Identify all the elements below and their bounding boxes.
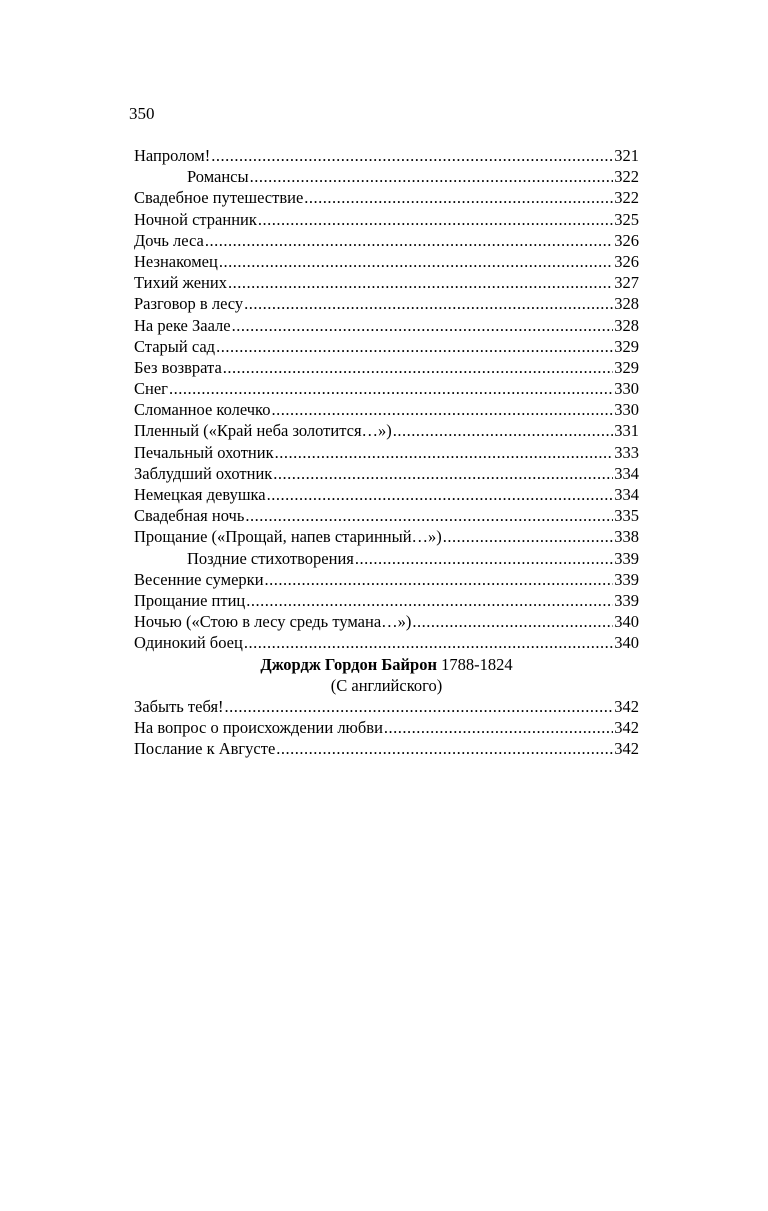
toc-entry: [134, 315, 639, 336]
toc-entry: [134, 251, 639, 272]
toc-entry-title: Ночной странник: [134, 209, 257, 229]
toc-entry: [134, 230, 639, 251]
toc-entry: [134, 484, 639, 505]
toc-entry-page: 342: [614, 696, 639, 716]
toc-dot-leader: [244, 632, 613, 653]
toc-entry-title: Старый сад: [134, 336, 216, 356]
toc-entry-title: Одинокий боец: [134, 633, 243, 653]
toc-entry-page: 321: [614, 146, 639, 165]
toc-dot-leader: [393, 420, 613, 441]
toc-entry-page: 331: [614, 421, 639, 441]
author-years: 1788-1824: [441, 654, 513, 674]
toc-entry-title: Сломанное колечко: [134, 400, 271, 420]
toc-entry-page: 330: [614, 400, 639, 420]
toc-entry-page: 322: [614, 188, 639, 208]
toc-dot-leader: [223, 357, 613, 378]
toc-entry-title: Напролом!: [134, 146, 211, 165]
toc-entry: [134, 463, 639, 484]
toc-dot-leader: [250, 166, 614, 187]
toc-entry: [134, 717, 639, 738]
toc-entry-title: Свадебное путешествие: [134, 188, 304, 208]
toc-dot-leader: [355, 548, 613, 569]
toc-section-heading: [134, 548, 639, 569]
toc-dot-leader: [245, 505, 613, 526]
toc-dot-leader: [225, 696, 614, 717]
toc-entry-page: 335: [614, 506, 639, 526]
toc-entry-title: Послание к Августе: [134, 739, 276, 759]
toc-entry: [134, 420, 639, 441]
toc-entry-title: Немецкая девушка: [134, 485, 266, 504]
toc-entry-page: 328: [614, 315, 639, 335]
toc-dot-leader: [228, 272, 613, 293]
toc-entry-page: 327: [614, 273, 639, 293]
toc-entry-page: 333: [614, 442, 639, 462]
toc-entry-title: Прощание птиц: [134, 590, 246, 610]
toc-entry-title: Свадебная ночь: [134, 506, 245, 526]
toc-dot-leader: [271, 399, 613, 420]
toc-dot-leader: [275, 442, 614, 463]
toc-entry: [134, 442, 639, 463]
toc-entry-page: 326: [614, 251, 639, 271]
toc-entry-title: Дочь леса: [134, 230, 204, 250]
toc-entry: [134, 209, 639, 230]
toc-entry-page: 328: [614, 294, 639, 314]
toc-entry-page: 334: [614, 463, 639, 483]
toc-entry-title: Прощание («Прощай, напев старинный…»): [134, 527, 442, 547]
toc-entry-page: 329: [614, 357, 639, 377]
toc-entry-title: На реке Заале: [134, 315, 231, 335]
toc-entry-title: Ночью («Стою в лесу средь тумана…»): [134, 612, 412, 632]
toc-entry-title: Разговор в лесу: [134, 294, 244, 314]
toc-entry: [134, 526, 639, 547]
toc-entry-page: 330: [614, 379, 639, 399]
toc-entry-page: 339: [614, 590, 639, 610]
toc-section-heading: [134, 166, 639, 187]
toc-entry-page: 339: [614, 569, 639, 589]
toc-entry: [134, 611, 639, 632]
toc-dot-leader: [244, 293, 613, 314]
toc-entry-page: 340: [614, 612, 639, 632]
toc-entry: [134, 569, 639, 590]
toc-entry-title: Поздние стихотворения: [187, 548, 354, 568]
toc-entry-title: Заблудший охотник: [134, 463, 273, 483]
toc-entry-page: 342: [614, 739, 639, 759]
toc-entry-page: 334: [614, 485, 639, 504]
toc-entry: [134, 272, 639, 293]
toc-entry-page: 326: [614, 230, 639, 250]
toc-dot-leader: [273, 463, 613, 484]
table-of-contents: [134, 145, 639, 759]
author-name: Джордж Гордон Байрон: [260, 654, 437, 674]
toc-entry: [134, 632, 639, 653]
toc-entry-page: 340: [614, 633, 639, 653]
toc-entry: [134, 590, 639, 611]
toc-entry-title: Пленный («Край неба золотится…»): [134, 421, 392, 441]
toc-entry-title: Незнакомец: [134, 251, 218, 271]
toc-entry-title: На вопрос о происхождении любви: [134, 718, 383, 738]
toc-dot-leader: [211, 145, 613, 166]
toc-entry-title: Забыть тебя!: [134, 696, 224, 716]
toc-entry-title: Весенние сумерки: [134, 569, 264, 589]
toc-entry-page: 325: [614, 209, 639, 229]
toc-dot-leader: [232, 315, 614, 336]
translation-note: (С английского): [330, 675, 443, 695]
toc-entry: [134, 378, 639, 399]
toc-dot-leader: [205, 230, 613, 251]
toc-dot-leader: [258, 209, 613, 230]
toc-entry: [134, 399, 639, 420]
toc-entry-page: 329: [614, 336, 639, 356]
toc-dot-leader: [216, 336, 613, 357]
toc-dot-leader: [169, 378, 613, 399]
toc-entry: [134, 145, 639, 166]
toc-entry-page: 339: [614, 548, 639, 568]
toc-entry-page: 342: [614, 718, 639, 738]
toc-entry-title: Снег: [134, 379, 168, 399]
toc-entry: [134, 505, 639, 526]
toc-entries-after: [134, 696, 639, 760]
toc-entry-page: 322: [614, 167, 639, 187]
toc-dot-leader: [412, 611, 613, 632]
toc-dot-leader: [384, 717, 613, 738]
toc-dot-leader: [443, 526, 613, 547]
toc-entry-title: Романсы: [187, 167, 249, 187]
toc-entry: [134, 696, 639, 717]
toc-entry-title: Тихий жених: [134, 273, 227, 293]
toc-dot-leader: [246, 590, 613, 611]
toc-entry: [134, 293, 639, 314]
toc-entries-before: [134, 145, 639, 654]
toc-entry: [134, 738, 639, 759]
toc-entry: [134, 336, 639, 357]
toc-dot-leader: [265, 569, 614, 590]
toc-entry: [134, 187, 639, 208]
author-heading: [134, 654, 639, 696]
toc-dot-leader: [267, 484, 614, 505]
toc-dot-leader: [304, 187, 613, 208]
toc-dot-leader: [219, 251, 613, 272]
toc-dot-leader: [276, 738, 613, 759]
toc-entry-title: Печальный охотник: [134, 442, 274, 462]
toc-entry-title: Без возврата: [134, 357, 222, 377]
page-number: 350: [129, 104, 155, 123]
toc-entry: [134, 357, 639, 378]
toc-entry-page: 338: [614, 527, 639, 547]
